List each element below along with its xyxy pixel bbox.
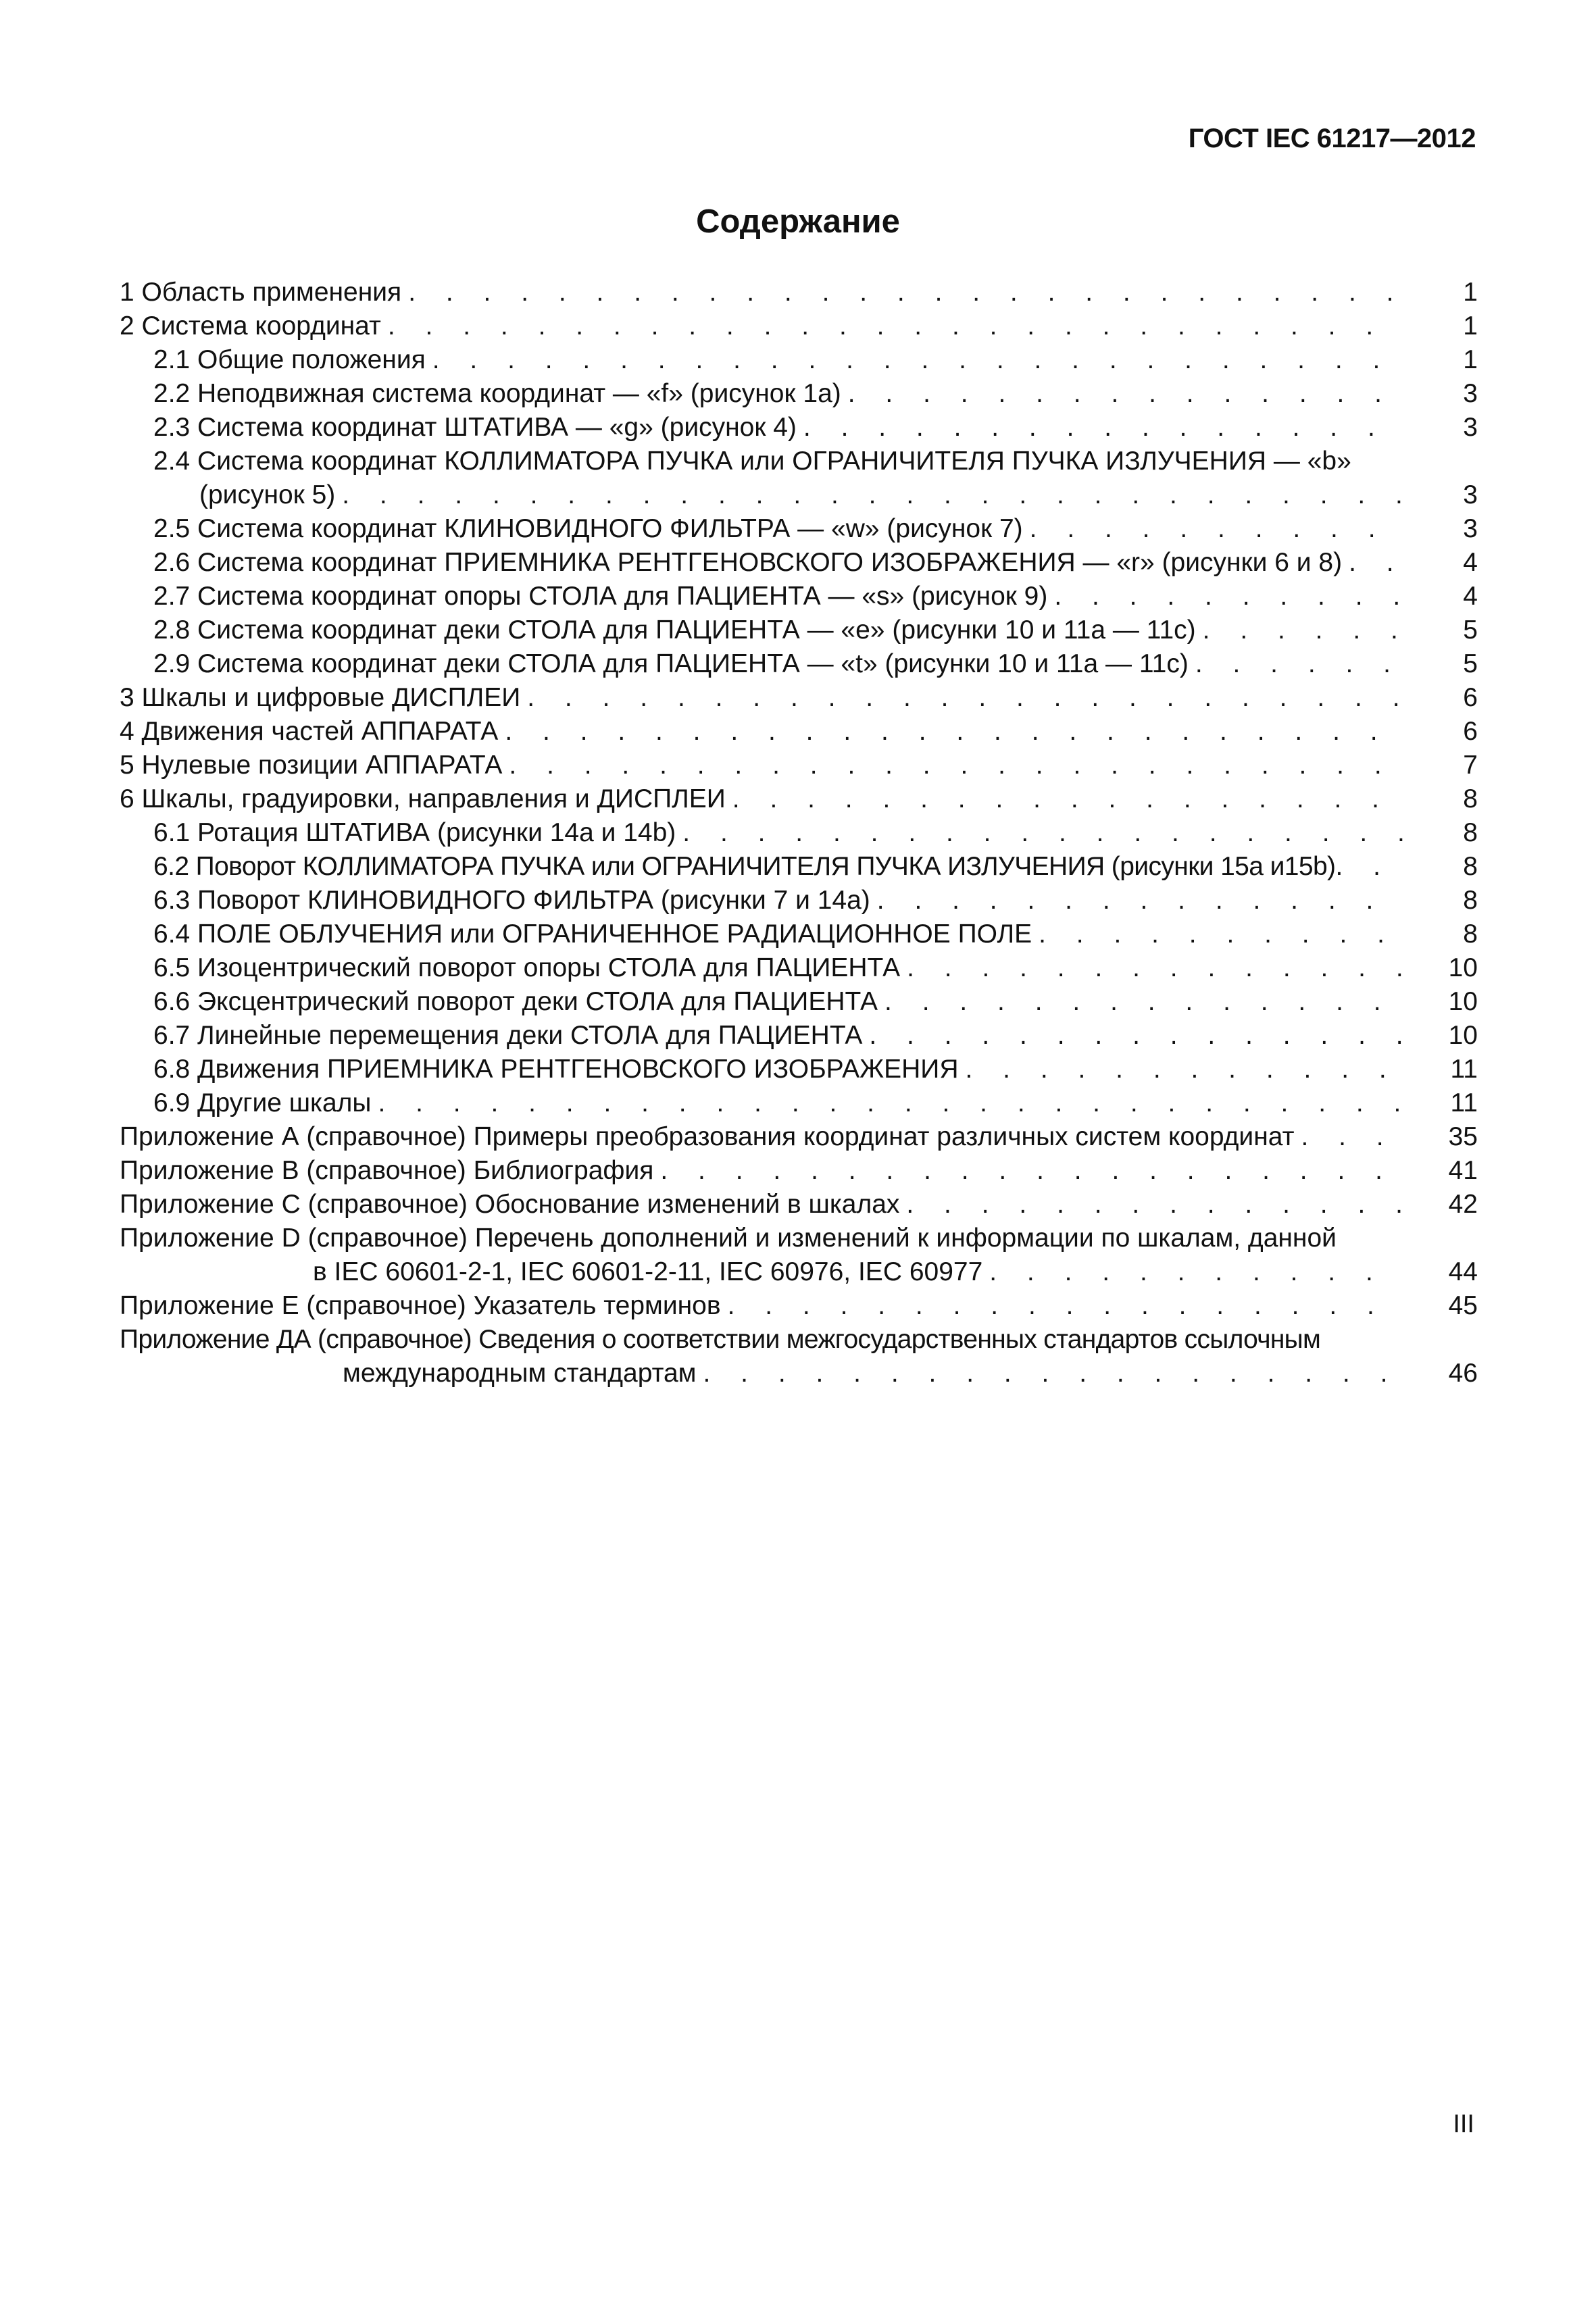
dot-leader: [862, 1019, 1403, 1053]
toc-entry-page: 7: [1463, 751, 1478, 780]
dot-leader: [676, 816, 1403, 850]
toc-entry[interactable]: [120, 1289, 1478, 1323]
dot-leader: [1196, 613, 1403, 647]
toc-entry-text: 2.1 Общие положения: [153, 345, 426, 374]
toc-entry-text: 6.8 Движения ПРИЕМНИКА РЕНТГЕНОВСКОГО ИЗОБРАЖЕНИЯ: [153, 1055, 959, 1084]
document-code: ГОСТ IEC 61217—2012: [1188, 124, 1476, 153]
toc-entry[interactable]: [120, 816, 1478, 850]
dot-leader: [371, 1086, 1403, 1120]
toc-entry-page: 10: [1448, 953, 1478, 982]
toc-entry-text: (рисунок 5): [199, 480, 336, 509]
toc-entry[interactable]: [120, 850, 1478, 884]
toc-entry-page: 6: [1463, 717, 1478, 746]
toc-entry-page: 4: [1463, 582, 1478, 611]
page-number: III: [1453, 2110, 1474, 2138]
toc-entry[interactable]: [120, 951, 1478, 985]
toc-entry-text: 6.5 Изоцентрический поворот опоры СТОЛА для ПАЦИЕНТА: [153, 953, 901, 982]
dot-leader: [498, 715, 1403, 749]
toc-entry[interactable]: [120, 1188, 1478, 1222]
toc-entry-first-line[interactable]: [120, 1323, 1478, 1357]
toc-entry-page: 3: [1463, 514, 1478, 543]
toc-entry[interactable]: [120, 917, 1478, 951]
toc-entry-text: Приложение D (справочное) Перечень дополнений и изменений к информации по шкалам, данной: [120, 1224, 1337, 1253]
dot-leader: [426, 343, 1403, 377]
dot-leader: [1189, 647, 1403, 681]
toc-entry-first-line[interactable]: [120, 1222, 1478, 1255]
toc-entry-page: 8: [1463, 818, 1478, 847]
toc-entry[interactable]: [120, 715, 1478, 749]
toc-entry-text: 2.3 Система координат ШТАТИВА — «g» (рисунок 4): [153, 413, 797, 442]
dot-leader: [1342, 546, 1403, 580]
toc-entry-page: 1: [1463, 345, 1478, 374]
toc-entry-page: 8: [1463, 886, 1478, 915]
toc-entry-text: 6.2 Поворот КОЛЛИМАТОРА ПУЧКА или ОГРАНИЧИТЕЛЯ ПУЧКА ИЗЛУЧЕНИЯ (рисунки 15a и15b): [153, 852, 1336, 881]
table-of-contents: [120, 276, 1478, 1390]
toc-entry[interactable]: [120, 985, 1478, 1019]
dot-leader: [653, 1154, 1403, 1188]
toc-entry-text: 2.4 Система координат КОЛЛИМАТОРА ПУЧКА или ОГРАНИЧИТЕЛЯ ПУЧКА ИЗЛУЧЕНИЯ — «b»: [153, 447, 1351, 476]
toc-entry-text: 6.4 ПОЛЕ ОБЛУЧЕНИЯ или ОГРАНИЧЕННОЕ РАДИАЦИОННОЕ ПОЛЕ: [153, 920, 1032, 949]
toc-entry[interactable]: [120, 749, 1478, 782]
toc-entry-continuation[interactable]: [120, 1255, 1478, 1289]
toc-entry-text: Приложение В (справочное) Библиография: [120, 1156, 654, 1185]
dot-leader: [1023, 512, 1403, 546]
toc-entry-page: 10: [1448, 987, 1478, 1016]
toc-entry[interactable]: [120, 1120, 1478, 1154]
toc-entry-page: 5: [1463, 649, 1478, 678]
toc-entry-page: 35: [1448, 1122, 1478, 1151]
dot-leader: [1335, 850, 1403, 884]
toc-entry-text: 6.9 Другие шкалы: [153, 1088, 372, 1117]
toc-entry-page: 3: [1463, 480, 1478, 509]
toc-entry[interactable]: [120, 546, 1478, 580]
toc-entry-text: в IEC 60601-2-1, IEC 60601-2-11, IEC 60976, IEC 60977: [313, 1257, 983, 1286]
toc-entry-page: 46: [1448, 1359, 1478, 1388]
toc-entry[interactable]: [120, 681, 1478, 715]
toc-entry[interactable]: [120, 1154, 1478, 1188]
dot-leader: [335, 478, 1403, 512]
toc-entry-text: 4 Движения частей АППАРАТА: [120, 717, 499, 746]
dot-leader: [870, 884, 1403, 917]
toc-entry[interactable]: [120, 782, 1478, 816]
toc-entry-text: 2.7 Система координат опоры СТОЛА для ПАЦИЕНТА — «s» (рисунок 9): [153, 582, 1048, 611]
dot-leader: [982, 1255, 1403, 1289]
dot-leader: [1047, 580, 1403, 613]
toc-entry[interactable]: [120, 512, 1478, 546]
dot-leader: [1294, 1120, 1403, 1154]
toc-entry-page: 1: [1463, 311, 1478, 341]
toc-entry-continuation[interactable]: [120, 478, 1478, 512]
toc-entry-text: Приложение С (справочное) Обоснование изменений в шкалах: [120, 1190, 900, 1219]
dot-leader: [721, 1289, 1403, 1323]
toc-entry-text: 6.3 Поворот КЛИНОВИДНОГО ФИЛЬТРА (рисунки 7 и 14a): [153, 886, 870, 915]
toc-entry[interactable]: [120, 343, 1478, 377]
toc-entry-text: 5 Нулевые позиции АППАРАТА: [120, 751, 503, 780]
dot-leader: [520, 681, 1403, 715]
toc-entry-page: 11: [1450, 1055, 1478, 1084]
dot-leader: [878, 985, 1403, 1019]
toc-entry-page: 8: [1463, 920, 1478, 949]
toc-entry-text: 2.8 Система координат деки СТОЛА для ПАЦИЕНТА — «e» (рисунки 10 и 11a — 11c): [153, 615, 1196, 645]
page-title: Содержание: [696, 203, 900, 240]
toc-entry-text: 3 Шкалы и цифровые ДИСПЛЕИ: [120, 683, 521, 712]
dot-leader: [401, 276, 1403, 309]
toc-entry-page: 8: [1463, 852, 1478, 881]
toc-entry[interactable]: [120, 1053, 1478, 1086]
toc-entry[interactable]: [120, 884, 1478, 917]
toc-entry-text: 2.9 Система координат деки СТОЛА для ПАЦИЕНТА — «t» (рисунки 10 и 11a — 11c): [153, 649, 1189, 678]
dot-leader: [1032, 917, 1403, 951]
toc-entry[interactable]: [120, 276, 1478, 309]
toc-entry-page: 44: [1448, 1257, 1478, 1286]
toc-entry[interactable]: [120, 647, 1478, 681]
dot-leader: [726, 782, 1403, 816]
toc-entry-text: 1 Область применения: [120, 278, 402, 307]
toc-entry-page: 42: [1448, 1190, 1478, 1219]
toc-entry-page: 45: [1448, 1291, 1478, 1320]
toc-entry-page: 3: [1463, 413, 1478, 442]
toc-entry[interactable]: [120, 1086, 1478, 1120]
toc-entry[interactable]: [120, 613, 1478, 647]
dot-leader: [958, 1053, 1403, 1086]
toc-entry[interactable]: [120, 1019, 1478, 1053]
toc-entry-page: 1: [1463, 278, 1478, 307]
toc-entry-text: 6 Шкалы, градуировки, направления и ДИСПЛЕИ: [120, 784, 726, 813]
toc-entry-text: 2.2 Неподвижная система координат — «f» (рисунок 1a): [153, 379, 841, 408]
dot-leader: [797, 411, 1403, 445]
toc-entry-text: Приложение А (справочное) Примеры преобразования координат различных систем координат: [120, 1122, 1295, 1151]
toc-entry-continuation[interactable]: [120, 1357, 1478, 1390]
dot-leader: [900, 951, 1403, 985]
toc-entry-page: 41: [1448, 1156, 1478, 1185]
toc-entry-text: 6.1 Ротация ШТАТИВА (рисунки 14a и 14b): [153, 818, 676, 847]
toc-entry-text: 2.6 Система координат ПРИЕМНИКА РЕНТГЕНОВСКОГО ИЗОБРАЖЕНИЯ — «r» (рисунки 6 и 8): [153, 548, 1343, 577]
dot-leader: [697, 1357, 1404, 1390]
dot-leader: [899, 1188, 1403, 1222]
toc-entry-page: 3: [1463, 379, 1478, 408]
toc-entry-page: 5: [1463, 615, 1478, 645]
dot-leader: [841, 377, 1403, 411]
toc-entry-text: 2 Система координат: [120, 311, 381, 341]
toc-entry[interactable]: [120, 377, 1478, 411]
toc-entry-page: 8: [1463, 784, 1478, 813]
dot-leader: [381, 309, 1403, 343]
toc-entry-page: 10: [1448, 1021, 1478, 1050]
toc-entry-text: 6.6 Эксцентрический поворот деки СТОЛА для ПАЦИЕНТА: [153, 987, 878, 1016]
toc-entry-text: международным стандартам: [343, 1359, 697, 1388]
toc-entry-text: Приложение Е (справочное) Указатель терминов: [120, 1291, 721, 1320]
toc-entry-first-line[interactable]: [120, 445, 1478, 478]
toc-entry[interactable]: [120, 411, 1478, 445]
toc-entry-text: Приложение ДА (справочное) Сведения о соответствии межгосударственных стандартов ссылочным: [120, 1325, 1321, 1354]
toc-entry-text: 6.7 Линейные перемещения деки СТОЛА для ПАЦИЕНТА: [153, 1021, 863, 1050]
toc-entry-text: 2.5 Система координат КЛИНОВИДНОГО ФИЛЬТРА — «w» (рисунок 7): [153, 514, 1023, 543]
toc-entry[interactable]: [120, 580, 1478, 613]
toc-entry-page: 6: [1463, 683, 1478, 712]
toc-entry-page: 4: [1463, 548, 1478, 577]
dot-leader: [502, 749, 1403, 782]
toc-entry-page: 11: [1450, 1088, 1478, 1117]
toc-entry[interactable]: [120, 309, 1478, 343]
